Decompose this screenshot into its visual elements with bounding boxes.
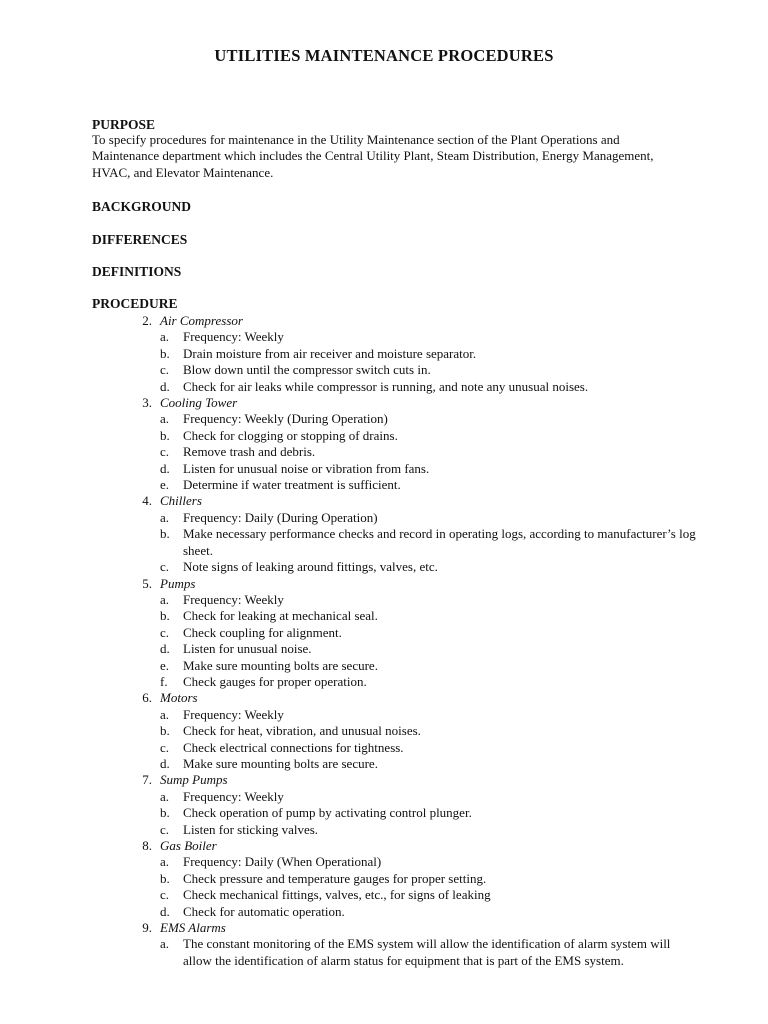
- procedure-item: [92, 887, 702, 903]
- procedure-section-header: [92, 493, 702, 509]
- item-letter: a.: [160, 854, 170, 870]
- document-title: UTILITIES MAINTENANCE PROCEDURES: [214, 46, 554, 65]
- item-text: Check for air leaks while compressor is running, and note any unusual noises.: [183, 378, 589, 394]
- item-letter: d.: [160, 460, 170, 476]
- purpose-heading: PURPOSE: [92, 117, 156, 132]
- item-letter: c.: [160, 559, 170, 575]
- item-text: Check for heat, vibration, and unusual noises.: [183, 723, 421, 739]
- item-text: Check for leaking at mechanical seal.: [183, 608, 378, 624]
- item-letter: a.: [160, 936, 170, 952]
- procedure-item: [92, 346, 702, 362]
- section-number: 6.: [142, 690, 152, 706]
- item-letter: a.: [160, 509, 170, 525]
- item-letter: a.: [160, 411, 170, 427]
- item-text: Listen for sticking valves.: [183, 821, 319, 837]
- item-text: Make sure mounting bolts are secure.: [183, 755, 378, 771]
- item-letter: c.: [160, 887, 170, 903]
- section-title: Motors: [160, 690, 198, 706]
- item-text: Check for clogging or stopping of drains.: [183, 427, 398, 443]
- item-letter: b.: [160, 870, 170, 886]
- procedure-item: [92, 805, 702, 821]
- procedure-item: [92, 625, 702, 641]
- item-text: Check mechanical fittings, valves, etc., for signs of leaking: [183, 887, 491, 903]
- item-letter: e.: [160, 657, 170, 673]
- procedure-item: [92, 904, 702, 920]
- item-letter: c.: [160, 624, 170, 640]
- procedure-item: [92, 854, 702, 870]
- item-letter: d.: [160, 903, 170, 919]
- procedure-section-header: [92, 576, 702, 592]
- procedure-item: [92, 936, 702, 969]
- procedure-heading: PROCEDURE: [92, 296, 178, 311]
- section-title: Chillers: [160, 493, 202, 509]
- procedure-item: [92, 641, 702, 657]
- purpose-text: To specify procedures for maintenance in the Utility Maintenance section of the Plant Operations and Maintenance department which includes the Central Utility Plant, Steam Distribution, Energy Management, HVAC, and Elevator Maintenance.: [92, 132, 654, 180]
- procedure-section-header: [92, 838, 702, 854]
- procedure-item: [92, 789, 702, 805]
- item-letter: a.: [160, 591, 170, 607]
- item-text: Blow down until the compressor switch cuts in.: [183, 362, 431, 378]
- procedure-section: [92, 772, 702, 838]
- section-title: Cooling Tower: [160, 395, 238, 411]
- background-heading: BACKGROUND: [92, 199, 192, 214]
- section-number: 4.: [142, 493, 152, 509]
- procedure-item: [92, 428, 702, 444]
- item-text: Note signs of leaking around fittings, valves, etc.: [183, 559, 438, 575]
- item-letter: b.: [160, 345, 170, 361]
- procedure-item: [92, 510, 702, 526]
- definitions-heading: DEFINITIONS: [92, 264, 182, 279]
- procedure-item: [92, 477, 702, 493]
- item-text: Drain moisture from air receiver and moisture separator.: [183, 345, 477, 361]
- item-text: Check gauges for proper operation.: [183, 673, 367, 689]
- procedure-item: [92, 526, 702, 559]
- item-text: Listen for unusual noise.: [183, 641, 312, 657]
- procedure-list: [92, 313, 702, 969]
- item-letter: c.: [160, 821, 170, 837]
- section-number: 3.: [142, 395, 152, 411]
- item-text: Frequency: Weekly: [183, 591, 284, 607]
- procedure-item: [92, 329, 702, 345]
- procedure-section: [92, 576, 702, 691]
- item-letter: c.: [160, 362, 170, 378]
- item-text: Check for automatic operation.: [183, 903, 345, 919]
- procedure-item: [92, 444, 702, 460]
- item-text: Listen for unusual noise or vibration from fans.: [183, 460, 430, 476]
- item-letter: a.: [160, 329, 170, 345]
- item-text: Make sure mounting bolts are secure.: [183, 657, 378, 673]
- procedure-section-header: [92, 395, 702, 411]
- procedure-section-header: [92, 772, 702, 788]
- section-number: 5.: [142, 575, 152, 591]
- item-text: Check electrical connections for tightness.: [183, 739, 404, 755]
- section-title: EMS Alarms: [160, 920, 226, 936]
- item-text: Frequency: Weekly: [183, 788, 284, 804]
- item-text: Check pressure and temperature gauges for proper setting.: [183, 870, 487, 886]
- section-title: Pumps: [160, 575, 196, 591]
- item-letter: c.: [160, 739, 170, 755]
- item-letter: d.: [160, 378, 170, 394]
- procedure-item: [92, 740, 702, 756]
- item-text: Check operation of pump by activating control plunger.: [183, 805, 472, 821]
- procedure-item: [92, 411, 702, 427]
- item-text: Frequency: Daily (When Operational): [183, 854, 382, 870]
- procedure-item: [92, 362, 702, 378]
- procedure-item: [92, 756, 702, 772]
- item-letter: c.: [160, 444, 170, 460]
- procedure-section-header: [92, 920, 702, 936]
- procedure-section: [92, 920, 702, 969]
- item-letter: b.: [160, 427, 170, 443]
- item-letter: b.: [160, 723, 170, 739]
- procedure-item: [92, 379, 702, 395]
- section-number: 8.: [142, 838, 152, 853]
- procedure-section: [92, 690, 702, 772]
- procedure-item: [92, 871, 702, 887]
- item-letter: d.: [160, 641, 170, 657]
- item-letter: e.: [160, 477, 170, 493]
- item-letter: a.: [160, 706, 170, 722]
- item-text: Make necessary performance checks and record in operating logs, according to manufacturer’s log sheet.: [183, 526, 696, 558]
- item-text: Remove trash and debris.: [183, 444, 316, 460]
- section-title: Gas Boiler: [160, 838, 217, 853]
- item-letter: a.: [160, 788, 170, 804]
- item-letter: b.: [160, 526, 170, 542]
- procedure-section-header: [92, 690, 702, 706]
- procedure-item: [92, 707, 702, 723]
- item-text: Frequency: Daily (During Operation): [183, 509, 378, 525]
- procedure-section-header: [92, 313, 702, 329]
- procedure-section: [92, 838, 702, 920]
- item-letter: b.: [160, 805, 170, 821]
- item-text: Determine if water treatment is sufficient.: [183, 477, 401, 493]
- procedure-section: [92, 395, 702, 493]
- item-letter: b.: [160, 608, 170, 624]
- item-text: The constant monitoring of the EMS system will allow the identification of alarm system will allow the identification of alarm status for equipment that is part of the EMS system.: [183, 936, 671, 968]
- item-text: Frequency: Weekly: [183, 706, 284, 722]
- item-letter: f.: [160, 673, 168, 689]
- procedure-section: [92, 313, 702, 395]
- section-number: 9.: [142, 920, 152, 936]
- section-number: 2.: [142, 313, 152, 328]
- procedure-section: [92, 493, 702, 575]
- section-title: Air Compressor: [160, 313, 243, 328]
- procedure-item: [92, 592, 702, 608]
- section-title: Sump Pumps: [160, 772, 228, 788]
- procedure-item: [92, 822, 702, 838]
- procedure-item: [92, 461, 702, 477]
- procedure-item: [92, 723, 702, 739]
- procedure-item: [92, 674, 702, 690]
- differences-heading: DIFFERENCES: [92, 232, 188, 247]
- procedure-item: [92, 608, 702, 624]
- item-letter: d.: [160, 755, 170, 771]
- item-text: Frequency: Weekly: [183, 329, 284, 345]
- section-number: 7.: [142, 772, 152, 788]
- item-text: Check coupling for alignment.: [183, 624, 342, 640]
- item-text: Frequency: Weekly (During Operation): [183, 411, 388, 427]
- procedure-item: [92, 658, 702, 674]
- procedure-item: [92, 559, 702, 575]
